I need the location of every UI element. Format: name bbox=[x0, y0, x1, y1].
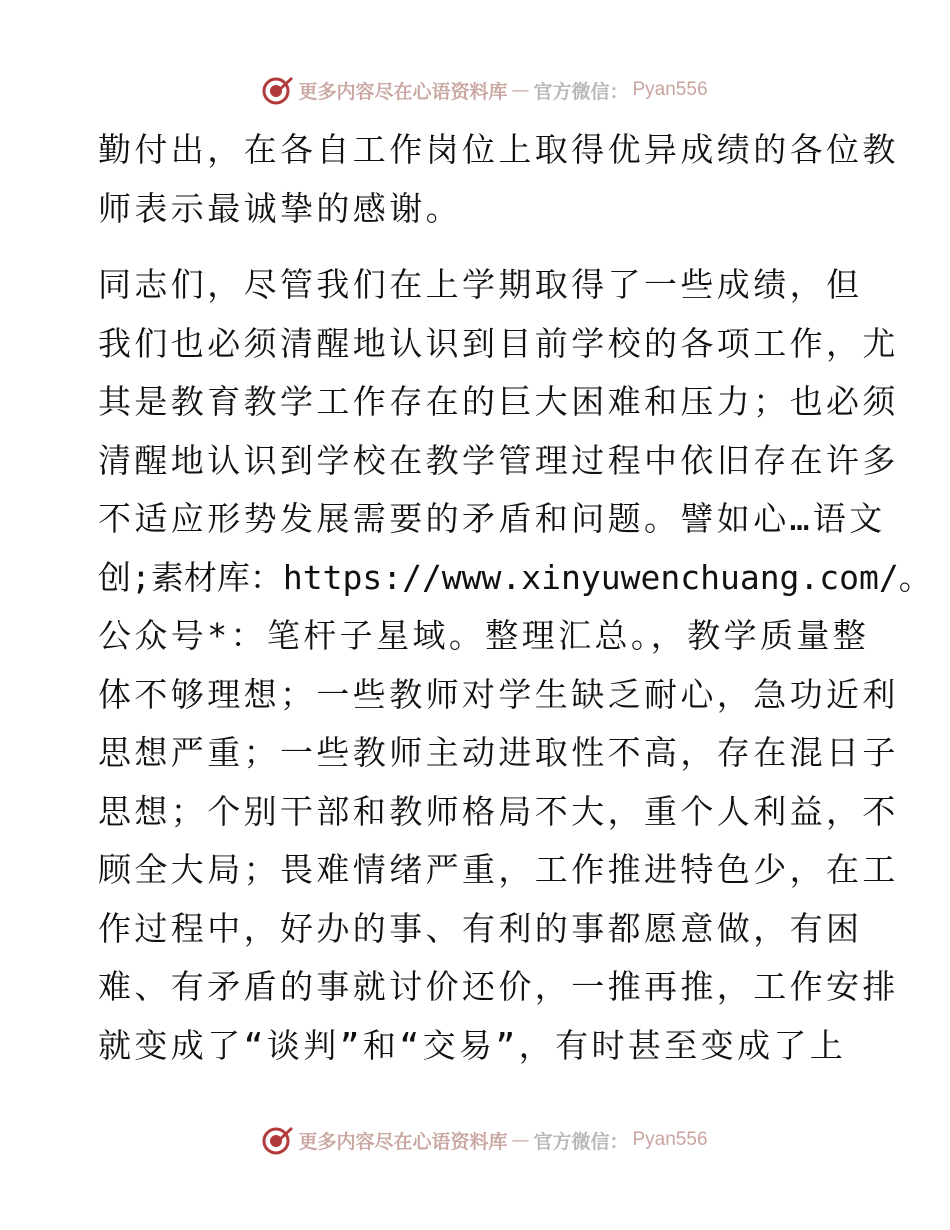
text-line: 创;素材库：https://www.xinyuwenchuang.com/。 bbox=[98, 557, 932, 597]
quill-seal-logo-icon bbox=[262, 1124, 294, 1156]
paragraph-1 bbox=[98, 122, 899, 239]
text-line: 我们也必须清醒地认识到目前学校的各项工作，尤 bbox=[98, 323, 899, 363]
text-line: 不适应形势发展需要的矛盾和问题。譬如心…语文 bbox=[98, 499, 886, 538]
footer-promo-text: 更多内容尽在心语资料库 bbox=[298, 1130, 508, 1153]
text-line: 同志们，尽管我们在上学期取得了一些成绩，但 bbox=[98, 265, 863, 304]
text-line: 作过程中，好办的事、有利的事都愿意做，有困 bbox=[98, 908, 863, 948]
footer-official-label: 官方微信： bbox=[533, 1130, 629, 1153]
header-official-label: 官方微信： bbox=[533, 80, 629, 103]
text-line: 其是教育教学工作存在的巨大困难和压力；也必须 bbox=[98, 382, 899, 421]
footer-banner bbox=[0, 1122, 950, 1158]
text-line: 顾全大局；畏难情绪严重，工作推进特色少，在工 bbox=[98, 850, 899, 889]
text-line: 勤付出，在各自工作岗位上取得优异成绩的各位教 bbox=[98, 130, 899, 169]
text-line: 难、有矛盾的事就讨价还价，一推再推，工作安排 bbox=[98, 967, 899, 1006]
text-line: 思想严重；一些教师主动进取性不高，存在混日子 bbox=[98, 733, 899, 772]
paragraph-2 bbox=[98, 257, 932, 1076]
paragraph-gap bbox=[98, 239, 858, 257]
header-banner bbox=[0, 72, 950, 108]
text-line: 公众号*：笔杆子星域。整理汇总。，教学质量整 bbox=[98, 616, 870, 655]
text-line: 就变成了“谈判”和“交易”，有时甚至变成了上 bbox=[98, 1025, 847, 1065]
footer-separator: — bbox=[511, 1129, 530, 1151]
text-line: 师表示最诚挚的感谢。 bbox=[98, 188, 462, 228]
quill-seal-logo-icon bbox=[262, 74, 294, 106]
header-promo-text: 更多内容尽在心语资料库 bbox=[298, 80, 508, 103]
document-body bbox=[98, 122, 932, 1076]
text-line: 思想；个别干部和教师格局不大，重个人利益，不 bbox=[98, 791, 899, 831]
header-wechat-id: Pyan556 bbox=[632, 79, 708, 100]
text-line: 体不够理想；一些教师对学生缺乏耐心，急功近利 bbox=[98, 674, 899, 714]
text-line: 清醒地认识到学校在教学管理过程中依旧存在许多 bbox=[98, 440, 899, 480]
header-separator: — bbox=[511, 79, 530, 101]
footer-wechat-id: Pyan556 bbox=[632, 1129, 708, 1150]
